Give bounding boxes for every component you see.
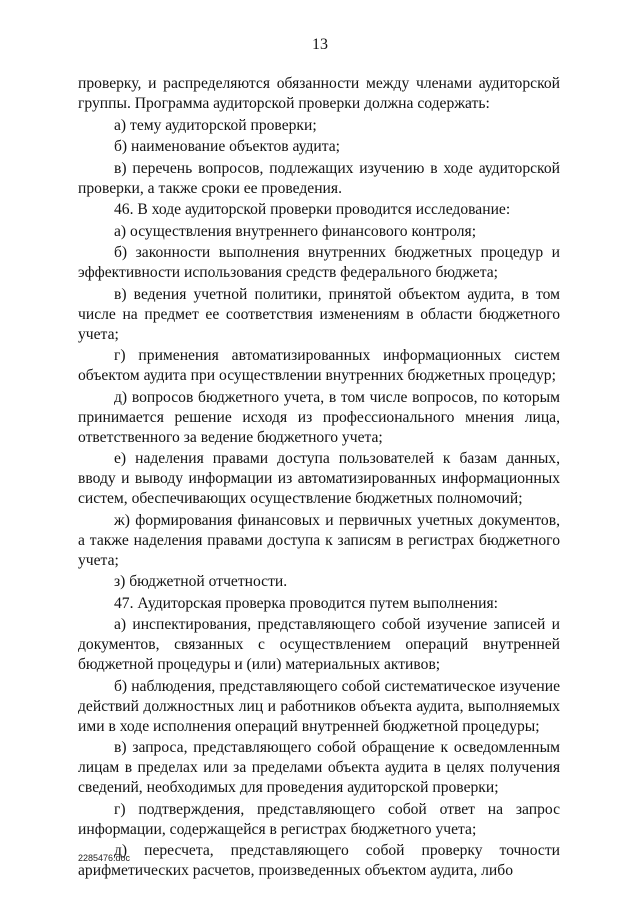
paragraph-47-v: в) запроса, представляющего собой обращение к осведомленным лицам в пределах или за пределами объекта аудита в целях получения сведений, необходимых для проведения аудиторской проверки; — [78, 739, 560, 796]
paragraph-46-a: а) осуществления внутреннего финансового контроля; — [114, 222, 477, 240]
page-number: 13 — [312, 36, 328, 53]
paragraph-item-a: а) тему аудиторской проверки; — [114, 116, 317, 134]
paragraph-item-v: в) перечень вопросов, подлежащих изучению в ходе аудиторской проверки, а также сроки ее проведения. — [78, 159, 560, 197]
paragraph-46-g: г) применения автоматизированных информационных систем объектом аудита при осуществлении внутренних бюджетных процедур; — [78, 347, 560, 384]
paragraph-continuation: проверку, и распределяются обязанности между членами аудиторской группы. Программа аудиторской проверки должна содержать: — [78, 75, 560, 112]
paragraph-46-e: е) наделения правами доступа пользователей к базам данных, вводу и выводу информации из автоматизированных информационных систем, обеспечивающих осуществление бюджетных полномочий; — [78, 450, 560, 507]
footer-doc-id: 2285476.doc — [78, 853, 131, 863]
paragraph-section-47: 47. Аудиторская проверка проводится путем выполнения: — [114, 594, 498, 612]
paragraph-47-d: д) пересчета, представляющего собой проверку точности арифметических расчетов, произведенных объектом аудита, либо — [78, 842, 560, 879]
paragraph-47-g: г) подтверждения, представляющего собой ответ на запрос информации, содержащейся в регистрах бюджетного учета; — [78, 800, 560, 838]
paragraph-46-zh: ж) формирования финансовых и первичных учетных документов, а также наделения правами доступа к записям в регистрах бюджетного учета; — [78, 511, 560, 569]
paragraph-47-a: а) инспектирования, представляющего собой изучение записей и документов, связанных с осуществлением операций внутренней бюджетной процедуры и (или) материальных активов; — [78, 616, 560, 673]
paragraph-46-b: б) законности выполнения внутренних бюджетных процедур и эффективности использования средств федерального бюджета; — [78, 244, 560, 281]
paragraph-section-46: 46. В ходе аудиторской проверки проводится исследование: — [114, 201, 511, 218]
document-body — [78, 74, 560, 883]
paragraph-46-d: д) вопросов бюджетного учета, в том числе вопросов, по которым принимается решение исходя из профессионального мнения лица, ответственного за ведение бюджетного учета; — [78, 388, 560, 446]
paragraph-47-b: б) наблюдения, представляющего собой систематическое изучение действий должностных лиц и работников объекта аудита, выполняемых ими в ходе исполнения операций внутренней бюджетной процедуры; — [78, 677, 560, 735]
paragraph-46-z: з) бюджетной отчетности. — [114, 573, 288, 590]
paragraph-46-v: в) ведения учетной политики, принятой объектом аудита, в том числе на предмет ее соответствия изменениям в области бюджетного учета; — [78, 285, 560, 343]
paragraph-item-b: б) наименование объектов аудита; — [114, 138, 341, 155]
